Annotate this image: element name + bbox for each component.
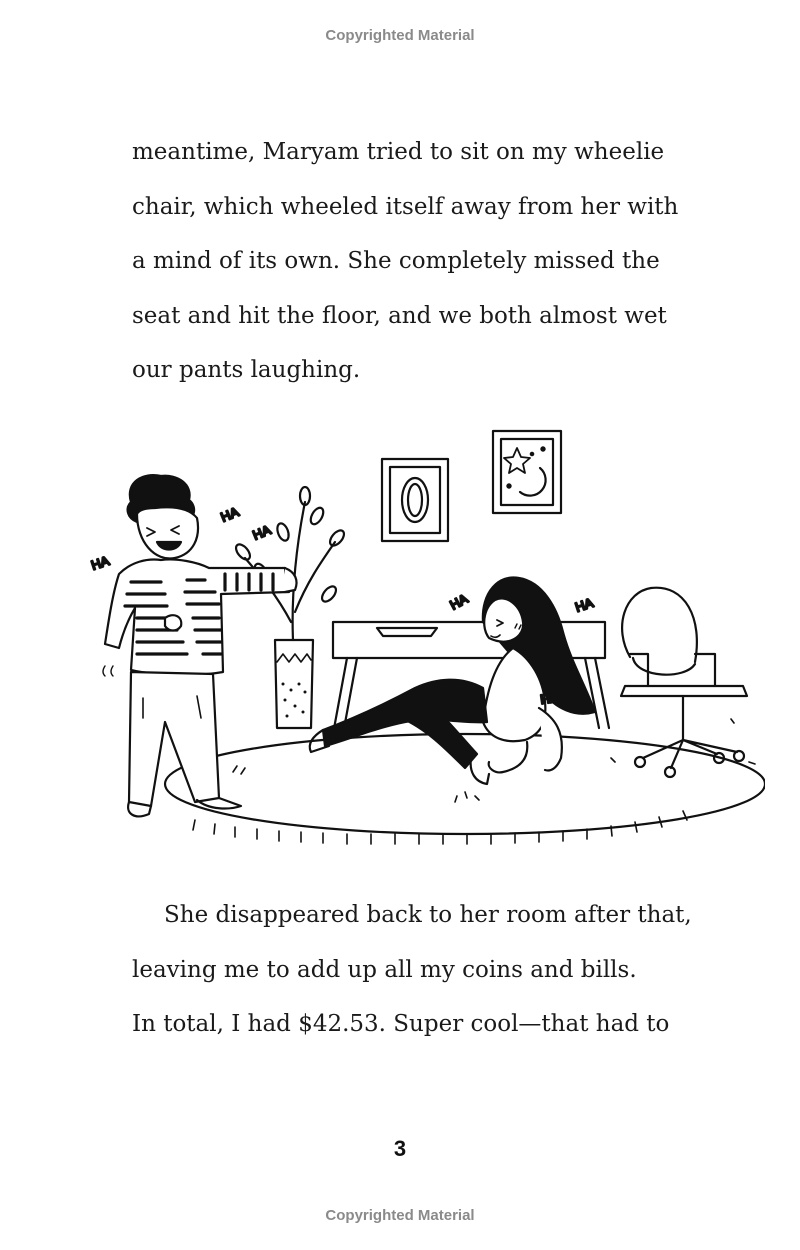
text-line: chair, which wheeled itself away from her with xyxy=(132,193,679,220)
copyright-watermark-top: Copyrighted Material xyxy=(325,27,475,44)
text-line: a mind of its own. She completely missed the xyxy=(132,248,660,274)
text-line: seat and hit the floor, and we both almost wet xyxy=(132,302,667,329)
text-line: our pants laughing. xyxy=(132,357,361,383)
laugh-text: HA xyxy=(250,522,273,543)
text-line: leaving me to add up all my coins and bills. xyxy=(132,956,637,983)
laugh-text: HA xyxy=(218,504,241,525)
text-line: In total, I had $42.53. Super cool—that had to xyxy=(132,1011,670,1037)
moon-stars-frame-icon xyxy=(493,431,561,513)
page-number: 3 xyxy=(393,1136,407,1161)
plant-vase-icon xyxy=(233,487,346,728)
paragraph-top xyxy=(132,125,732,398)
laugh-text: HA xyxy=(573,595,596,615)
text-line: meantime, Maryam tried to sit on my wheelie xyxy=(132,139,665,165)
laugh-text: HA xyxy=(89,553,112,573)
text-line: She disappeared back to her room after that, xyxy=(164,902,692,928)
letter-frame-icon xyxy=(382,459,448,541)
laugh-text: HA xyxy=(447,590,471,613)
illustration-laughing-scene xyxy=(85,422,765,852)
paragraph-bottom xyxy=(132,888,732,1052)
copyright-watermark-bottom: Copyrighted Material xyxy=(325,1207,475,1224)
laugh-text: HA xyxy=(539,689,560,707)
